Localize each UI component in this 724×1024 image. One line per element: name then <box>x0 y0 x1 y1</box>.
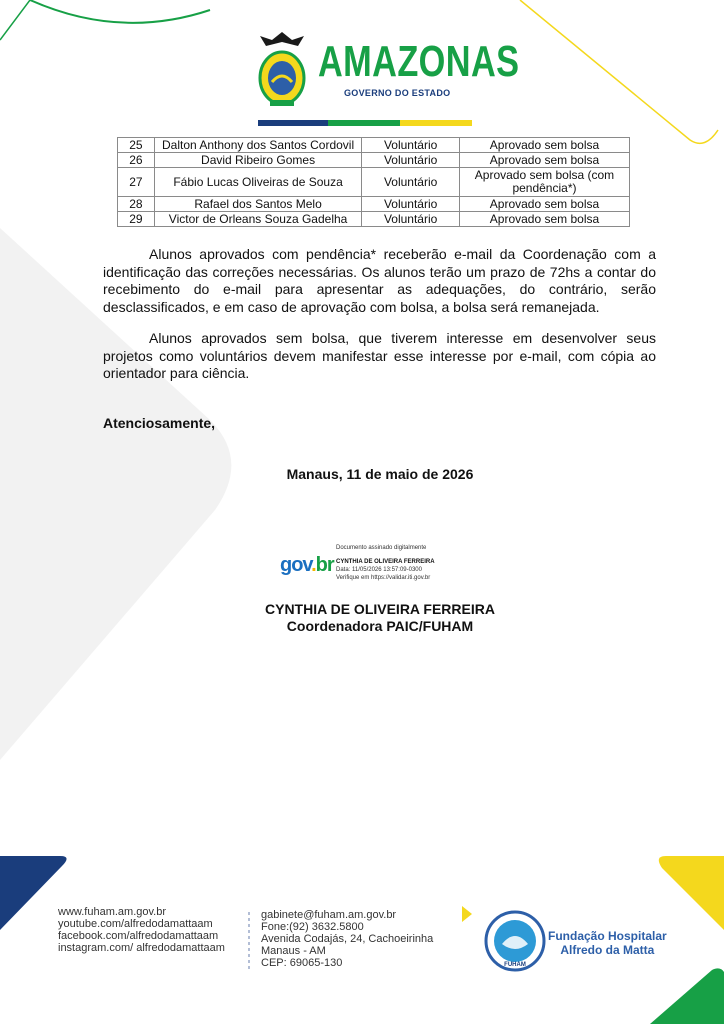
participation-type: Voluntário <box>362 168 460 197</box>
foundation-emblem-text: FUHAM <box>504 962 526 968</box>
approval-status: Aprovado sem bolsa (com pendência*) <box>459 168 629 197</box>
footer-city: Manaus - AM <box>261 945 326 957</box>
govbr-logo: gov.br <box>280 554 334 576</box>
footer-facebook[interactable]: facebook.com/alfredodamattaam <box>58 930 219 942</box>
footer-address: Avenida Codajás, 24, Cachoeirinha <box>261 933 434 945</box>
brand-title: AMAZONAS <box>318 37 520 86</box>
student-name: Fábio Lucas Oliveiras de Souza <box>154 168 362 197</box>
footer-website[interactable]: www.fuham.am.gov.br <box>58 906 167 918</box>
signature-date: Data: 11/05/2026 13:57:09-0300 <box>336 567 422 573</box>
student-name: Victor de Orleans Souza Gadelha <box>154 212 362 227</box>
approval-status: Aprovado sem bolsa <box>459 153 629 168</box>
brand-bar-blue <box>258 120 328 126</box>
place-date: Manaus, 11 de maio de 2026 <box>286 466 474 482</box>
signature-verify-link: Verifique em https://validar.iti.gov.br <box>336 575 431 581</box>
paragraph-volunteer: Alunos aprovados sem bolsa, que tiverem interesse em desenvolver seus projetos como voluntários devem manifestar esse interesse por e-mail, com cópia ao orientador para ciência. <box>103 330 656 381</box>
footer-contact <box>261 909 433 969</box>
table-row <box>118 197 630 212</box>
table-row <box>118 168 630 197</box>
row-number: 25 <box>118 138 155 153</box>
state-emblem-icon <box>252 30 312 110</box>
approval-status: Aprovado sem bolsa <box>459 197 629 212</box>
footer-links <box>58 906 225 954</box>
table-row <box>118 153 630 168</box>
foundation-name: Fundação Hospitalar Alfredo da Matta <box>548 929 667 957</box>
paragraph-pendency: Alunos aprovados com pendência* receberão e-mail da Coordenação com a identificação das correções necessárias. Os alunos terão um prazo de 72hs a contar do recebimento do e-mail para apresentar as adequações, do contrário, serão desclassificados, e em caso de aprovação com bolsa, a bolsa será remanejada. <box>103 246 656 315</box>
digital-signature <box>280 544 480 588</box>
signer-role: Coordenadora PAIC/FUHAM <box>286 618 474 634</box>
student-name: Dalton Anthony dos Santos Cordovil <box>154 138 362 153</box>
approval-status: Aprovado sem bolsa <box>459 212 629 227</box>
foundation-emblem-icon <box>484 910 546 972</box>
student-name: David Ribeiro Gomes <box>154 153 362 168</box>
participation-type: Voluntário <box>362 153 460 168</box>
results-table <box>117 137 630 227</box>
row-number: 26 <box>118 153 155 168</box>
footer-email[interactable]: gabinete@fuham.am.gov.br <box>261 909 397 921</box>
signature-note: Documento assinado digitalmente <box>336 545 427 551</box>
student-name: Rafael dos Santos Melo <box>154 197 362 212</box>
participation-type: Voluntário <box>362 212 460 227</box>
brand-bar-green <box>328 120 400 126</box>
row-number: 29 <box>118 212 155 227</box>
row-number: 27 <box>118 168 155 197</box>
participation-type: Voluntário <box>362 138 460 153</box>
footer-phone: Fone:(92) 3632.5800 <box>261 921 364 933</box>
footer-cep: CEP: 69065-130 <box>261 957 343 969</box>
footer-instagram[interactable]: instagram.com/ alfredodamattaam <box>58 942 225 954</box>
table-row <box>118 212 630 227</box>
approval-status: Aprovado sem bolsa <box>459 138 629 153</box>
row-number: 28 <box>118 197 155 212</box>
signer-name: CYNTHIA DE OLIVEIRA FERREIRA <box>265 601 495 617</box>
brand-bar-yellow <box>400 120 472 126</box>
closing-text: Atenciosamente, <box>103 415 216 431</box>
table-row <box>118 138 630 153</box>
signature-signer: CYNTHIA DE OLIVEIRA FERREIRA <box>336 559 435 565</box>
brand-subtitle: GOVERNO DO ESTADO <box>344 88 451 98</box>
participation-type: Voluntário <box>362 197 460 212</box>
footer-youtube[interactable]: youtube.com/alfredodamattaam <box>58 918 213 930</box>
